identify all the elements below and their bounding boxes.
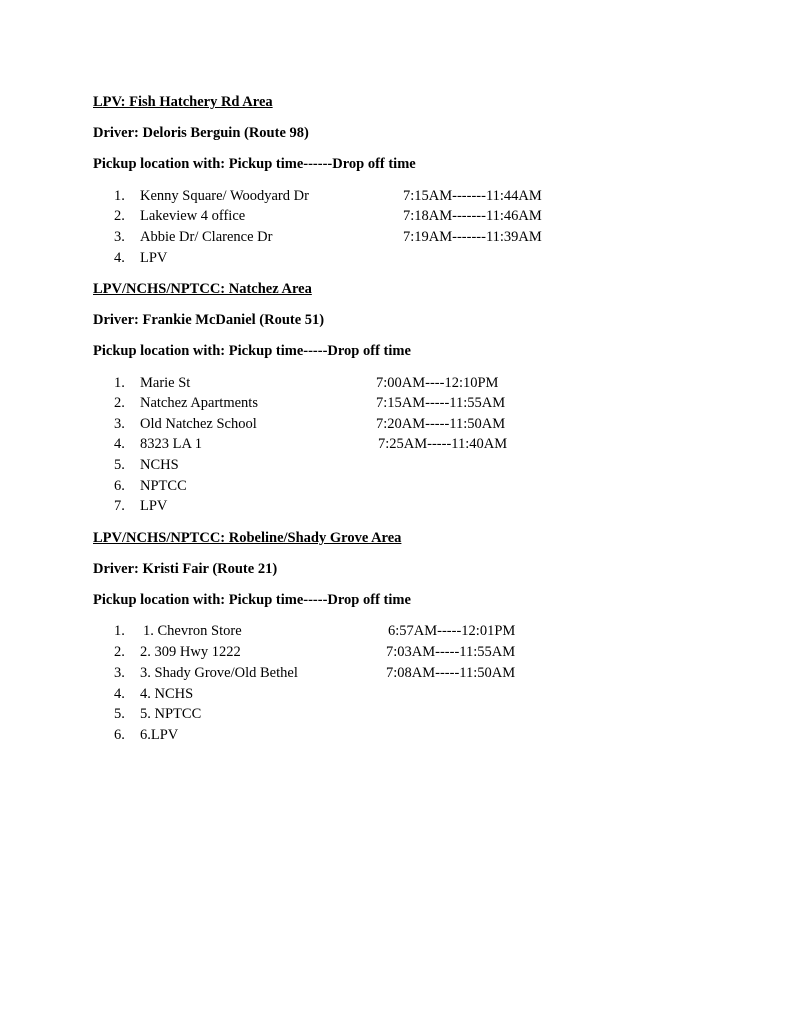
- pickup-location: 8323 LA 1: [140, 436, 203, 452]
- pickup-location: 4. NCHS: [140, 686, 194, 702]
- driver-line: Driver: Frankie McDaniel (Route 51): [93, 312, 325, 328]
- item-number: 2.: [114, 395, 125, 411]
- pickup-location: Lakeview 4 office: [140, 208, 246, 224]
- item-number: 7.: [114, 498, 125, 514]
- pickup-location: NPTCC: [140, 478, 187, 494]
- item-number: 1.: [114, 375, 125, 391]
- item-number: 1.: [114, 623, 125, 639]
- pickup-location: NCHS: [140, 457, 179, 473]
- schedule-header: Pickup location with: Pickup time-----Drop off time: [93, 592, 411, 608]
- pickup-dropoff-time: 7:00AM----12:10PM: [376, 375, 499, 391]
- item-number: 4.: [114, 686, 125, 702]
- pickup-dropoff-time: 7:20AM-----11:50AM: [376, 416, 506, 432]
- pickup-dropoff-time: 6:57AM-----12:01PM: [388, 623, 516, 639]
- driver-line: Driver: Deloris Berguin (Route 98): [93, 125, 309, 141]
- pickup-dropoff-time: 7:19AM-------11:39AM: [403, 229, 542, 245]
- item-number: 3.: [114, 416, 125, 432]
- section-title: LPV: Fish Hatchery Rd Area: [93, 94, 273, 110]
- item-number: 3.: [114, 665, 125, 681]
- pickup-location: Old Natchez School: [140, 416, 257, 432]
- item-number: 5.: [114, 457, 125, 473]
- pickup-location: 5. NPTCC: [140, 706, 202, 722]
- item-number: 4.: [114, 250, 125, 266]
- item-number: 3.: [114, 229, 125, 245]
- section-title: LPV/NCHS/NPTCC: Robeline/Shady Grove Area: [93, 530, 402, 546]
- pickup-location: Natchez Apartments: [140, 395, 258, 411]
- pickup-dropoff-time: 7:15AM-------11:44AM: [403, 188, 542, 204]
- pickup-dropoff-time: 7:15AM-----11:55AM: [376, 395, 506, 411]
- pickup-location: Marie St: [140, 375, 191, 391]
- pickup-location: Kenny Square/ Woodyard Dr: [140, 188, 309, 204]
- schedule-header: Pickup location with: Pickup time-----Drop off time: [93, 343, 411, 359]
- pickup-location: 1. Chevron Store: [143, 623, 242, 639]
- schedule-header: Pickup location with: Pickup time------Drop off time: [93, 156, 416, 172]
- item-number: 2.: [114, 644, 125, 660]
- pickup-location: LPV: [140, 250, 168, 266]
- pickup-location: 3. Shady Grove/Old Bethel: [140, 665, 298, 681]
- item-number: 1.: [114, 188, 125, 204]
- section-title: LPV/NCHS/NPTCC: Natchez Area: [93, 281, 312, 297]
- pickup-location: 2. 309 Hwy 1222: [140, 644, 241, 660]
- pickup-dropoff-time: 7:25AM-----11:40AM: [378, 436, 508, 452]
- pickup-location: LPV: [140, 498, 168, 514]
- pickup-dropoff-time: 7:03AM-----11:55AM: [386, 644, 516, 660]
- pickup-dropoff-time: 7:18AM-------11:46AM: [403, 208, 542, 224]
- item-number: 2.: [114, 208, 125, 224]
- driver-line: Driver: Kristi Fair (Route 21): [93, 561, 278, 577]
- item-number: 4.: [114, 436, 125, 452]
- item-number: 6.: [114, 478, 125, 494]
- item-number: 5.: [114, 706, 125, 722]
- pickup-location: 6.LPV: [140, 727, 179, 743]
- pickup-dropoff-time: 7:08AM-----11:50AM: [386, 665, 516, 681]
- item-number: 6.: [114, 727, 125, 743]
- pickup-location: Abbie Dr/ Clarence Dr: [140, 229, 273, 245]
